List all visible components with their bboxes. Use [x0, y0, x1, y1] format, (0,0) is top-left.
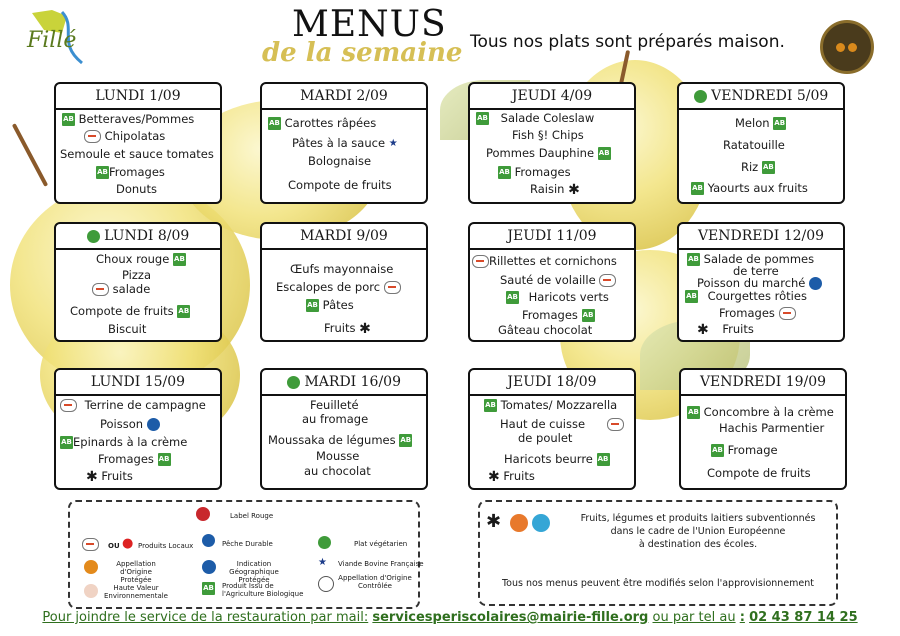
menu-card-jeudi-18-09	[468, 368, 636, 490]
local-product-legend-icon	[82, 538, 99, 551]
map-pin-icon: ●	[122, 536, 134, 551]
page-subtitle: de la semaine	[262, 38, 463, 68]
menu-line: de poulet	[518, 431, 573, 445]
eu-notice-line-2: dans le cadre de l'Union Européenne	[610, 526, 786, 537]
menu-card-mardi-9-09	[260, 222, 428, 342]
legend-produits-locaux: Produits Locaux	[138, 542, 194, 550]
menu-line: Fruits ✱	[324, 320, 371, 337]
menu-line: ✱ Fruits	[86, 468, 133, 485]
local-product-icon	[84, 130, 101, 143]
legend-aoc: Appellation d'Origine Contrôlée	[338, 574, 412, 590]
bio-icon: AB	[687, 406, 700, 419]
menu-line: Riz AB	[741, 160, 774, 174]
day-title: VENDREDI 12/09	[679, 224, 843, 250]
menu-line: AB Pâtes	[307, 298, 354, 312]
eu-notice-line-3: à destination des écoles.	[638, 539, 758, 550]
bio-icon: AB	[62, 113, 75, 126]
menu-line: Fromages AB	[98, 452, 170, 466]
menu-line: Bolognaise	[308, 154, 372, 168]
aop-icon	[84, 560, 98, 574]
menu-line: Œufs mayonnaise	[290, 262, 394, 276]
menu-line: Fromages AB	[522, 308, 594, 322]
menu-line: Fish §! Chips	[512, 128, 584, 142]
logo-text: Fillé	[27, 28, 77, 53]
eu-scheme-icon: ✱	[488, 468, 500, 485]
school-milk-icon	[532, 514, 550, 532]
legend-igp: Indication Géographique Protégée	[229, 560, 279, 584]
menu-line: Mousse	[316, 449, 360, 463]
day-title: VENDREDI 5/09	[679, 84, 843, 110]
legend-ou: OU	[108, 542, 120, 550]
menu-line: Gâteau chocolat	[498, 323, 593, 337]
menu-line: Ratatouille	[723, 138, 785, 152]
quality-badge-icon	[820, 20, 874, 74]
menu-line: Haut de cuisse	[500, 417, 624, 431]
eu-notice-line-1: Fruits, légumes et produits laitiers subventionnés	[580, 513, 816, 524]
menu-line: AB Courgettes rôties	[686, 289, 807, 303]
menu-line: AB Carottes râpées	[269, 116, 377, 130]
day-title: MARDI 9/09	[262, 224, 426, 250]
local-product-icon	[607, 418, 624, 431]
bio-icon: AB	[598, 147, 611, 160]
menu-line: AB Yaourts aux fruits	[692, 181, 808, 195]
legend-label-rouge: Label Rouge	[230, 512, 274, 520]
day-title: JEUDI 18/09	[470, 370, 634, 396]
local-product-icon	[472, 255, 489, 268]
menu-line: AB Concombre à la crème	[688, 405, 834, 419]
pear-stem	[12, 123, 48, 187]
eu-scheme-legend-icon: ✱	[486, 511, 502, 532]
local-product-icon	[60, 399, 77, 412]
sustainable-fishing-icon	[809, 277, 822, 290]
hve-icon	[84, 584, 98, 598]
menu-line: ABEpinards à la crème	[61, 435, 188, 449]
legend-aop: Appellation d'Origine Protégée	[116, 560, 156, 584]
menu-line: AB Salade de pommes	[688, 252, 815, 266]
menu-line: Moussaka de légumes AB	[268, 433, 412, 447]
footer-middle: ou par tel au	[652, 610, 736, 625]
vegetarian-icon	[694, 90, 707, 103]
bio-icon: AB	[60, 436, 73, 449]
menu-line: Haricots beurre AB	[504, 452, 609, 466]
bio-icon: AB	[484, 399, 497, 412]
menu-card-vendredi-19-09	[679, 368, 847, 490]
day-title: LUNDI 8/09	[56, 224, 220, 250]
contact-footer	[0, 610, 900, 625]
menu-line: Pommes Dauphine AB	[486, 146, 610, 160]
bio-icon: AB	[476, 112, 489, 125]
french-beef-legend-icon: ★	[318, 557, 327, 568]
label-rouge-icon	[196, 507, 210, 521]
menu-line: AB Fromage	[712, 443, 778, 457]
bio-icon: AB	[399, 434, 412, 447]
sustainable-fishing-icon	[147, 418, 160, 431]
menu-line: Sauté de volaille	[500, 273, 616, 287]
menu-line: Compote de fruits AB	[70, 304, 190, 318]
menu-card-jeudi-11-09	[468, 222, 636, 342]
legend-hve: Haute Valeur Environnementale	[104, 584, 168, 600]
eu-scheme-icon: ✱	[86, 468, 98, 485]
menu-line: AB Fromages	[499, 165, 571, 179]
eu-notice	[570, 512, 826, 551]
french-beef-icon: ★	[388, 137, 398, 149]
vegetarian-icon	[87, 230, 100, 243]
bio-icon: AB	[498, 166, 511, 179]
bio-icon: AB	[711, 444, 724, 457]
bio-icon: AB	[158, 453, 171, 466]
menu-line: Chipolatas	[84, 129, 165, 143]
eu-scheme-icon: ✱	[568, 181, 580, 198]
contact-phone[interactable]: 02 43 87 14 25	[749, 610, 858, 625]
vegetarian-icon	[287, 376, 300, 389]
menu-card-jeudi-4-09	[468, 82, 636, 204]
sustainable-fishing-legend-icon	[202, 534, 215, 547]
menu-line: Feuilleté	[310, 398, 359, 412]
menu-line: Donuts	[116, 182, 157, 196]
local-product-icon	[92, 283, 109, 296]
menu-line: au chocolat	[304, 464, 371, 478]
bio-icon: AB	[685, 290, 698, 303]
menu-line: AB Salade Coleslaw	[477, 111, 595, 125]
local-product-icon	[779, 307, 796, 320]
page-title: MENUS	[292, 4, 447, 45]
legend-plat-vegetarien: Plat végétarien	[354, 540, 408, 548]
menu-card-vendredi-12-09	[677, 222, 845, 342]
menu-line: Poisson	[100, 417, 160, 431]
bio-icon: AB	[773, 117, 786, 130]
menu-change-notice: Tous nos menus peuvent être modifiés selon l'approvisionnement	[501, 578, 815, 589]
igp-icon	[202, 560, 216, 574]
day-title: MARDI 16/09	[262, 370, 426, 396]
menu-card-vendredi-5-09	[677, 82, 845, 204]
bio-icon: AB	[582, 309, 595, 322]
day-title: JEUDI 4/09	[470, 84, 634, 110]
footer-prefix: Pour joindre le service de la restauration par mail:	[42, 610, 369, 625]
footer-colon: :	[739, 610, 745, 625]
menu-line: Semoule et sauce tomates	[60, 147, 214, 161]
bio-icon: AB	[96, 166, 109, 179]
bio-icon: AB	[687, 253, 700, 266]
menu-card-lundi-8-09	[54, 222, 222, 342]
school-fruit-icon	[510, 514, 528, 532]
day-title: LUNDI 1/09	[56, 84, 220, 110]
menu-card-mardi-16-09	[260, 368, 428, 490]
menu-line: Hachis Parmentier	[719, 421, 825, 435]
day-title: VENDREDI 19/09	[681, 370, 845, 396]
menu-line: Choux rouge AB	[96, 252, 185, 266]
menu-line: Terrine de campagne	[60, 398, 206, 412]
bio-legend-icon: AB	[202, 582, 215, 595]
menu-line: de terre	[733, 264, 779, 278]
menu-line: ABFromages	[97, 165, 165, 179]
bio-icon: AB	[173, 253, 186, 266]
menu-line: AB Haricots verts	[507, 290, 609, 304]
menu-line: AB Tomates/ Mozzarella	[485, 398, 618, 412]
menu-line: Rillettes et cornichons	[472, 254, 617, 268]
menu-line: ✱ Fruits	[488, 468, 535, 485]
bio-icon: AB	[268, 117, 281, 130]
vegetarian-legend-icon	[318, 536, 331, 549]
bio-icon: AB	[762, 161, 775, 174]
day-title: LUNDI 15/09	[56, 370, 220, 396]
local-product-icon	[384, 281, 401, 294]
eu-scheme-icon: ✱	[697, 321, 709, 338]
menu-card-mardi-2-09	[260, 82, 428, 204]
menu-line: Pizza	[122, 268, 151, 282]
legend-peche-durable: Pêche Durable	[222, 540, 273, 548]
bio-icon: AB	[306, 299, 319, 312]
eu-scheme-icon: ✱	[359, 320, 371, 337]
day-title: MARDI 2/09	[262, 84, 426, 110]
menu-line: Biscuit	[108, 322, 147, 336]
menu-line: Melon AB	[735, 116, 786, 130]
day-title: JEUDI 11/09	[470, 224, 634, 250]
menu-line: Fromages	[719, 306, 796, 320]
aoc-icon	[318, 576, 334, 592]
bio-icon: AB	[597, 453, 610, 466]
menu-line: salade	[92, 282, 150, 296]
menu-line: Compote de fruits	[288, 178, 392, 192]
legend-viande-bovine: Viande Bovine Française	[338, 560, 424, 568]
menu-card-lundi-1-09	[54, 82, 222, 204]
contact-email-link[interactable]: servicesperiscolaires@mairie-fille.org	[372, 610, 649, 625]
menu-line: ✱ Fruits	[697, 321, 754, 338]
menu-line: Raisin ✱	[530, 181, 580, 198]
menu-line: Compote de fruits	[707, 466, 811, 480]
bio-icon: AB	[177, 305, 190, 318]
notes-box	[478, 500, 838, 606]
local-product-icon	[599, 274, 616, 287]
menu-line: Pâtes à la sauce ★	[292, 136, 401, 150]
bio-icon: AB	[691, 182, 704, 195]
tagline: Tous nos plats sont préparés maison.	[470, 32, 785, 52]
bio-icon: AB	[506, 291, 519, 304]
legend-box	[68, 500, 424, 609]
legend-bio: Produit Issu de l'Agriculture Biologique	[222, 582, 304, 598]
menu-line: au fromage	[302, 412, 369, 426]
menu-line: Poisson du marché	[697, 276, 822, 290]
menu-card-lundi-15-09	[54, 368, 222, 490]
menu-line: Escalopes de porc	[276, 280, 401, 294]
menu-line: AB Betteraves/Pommes	[63, 112, 195, 126]
